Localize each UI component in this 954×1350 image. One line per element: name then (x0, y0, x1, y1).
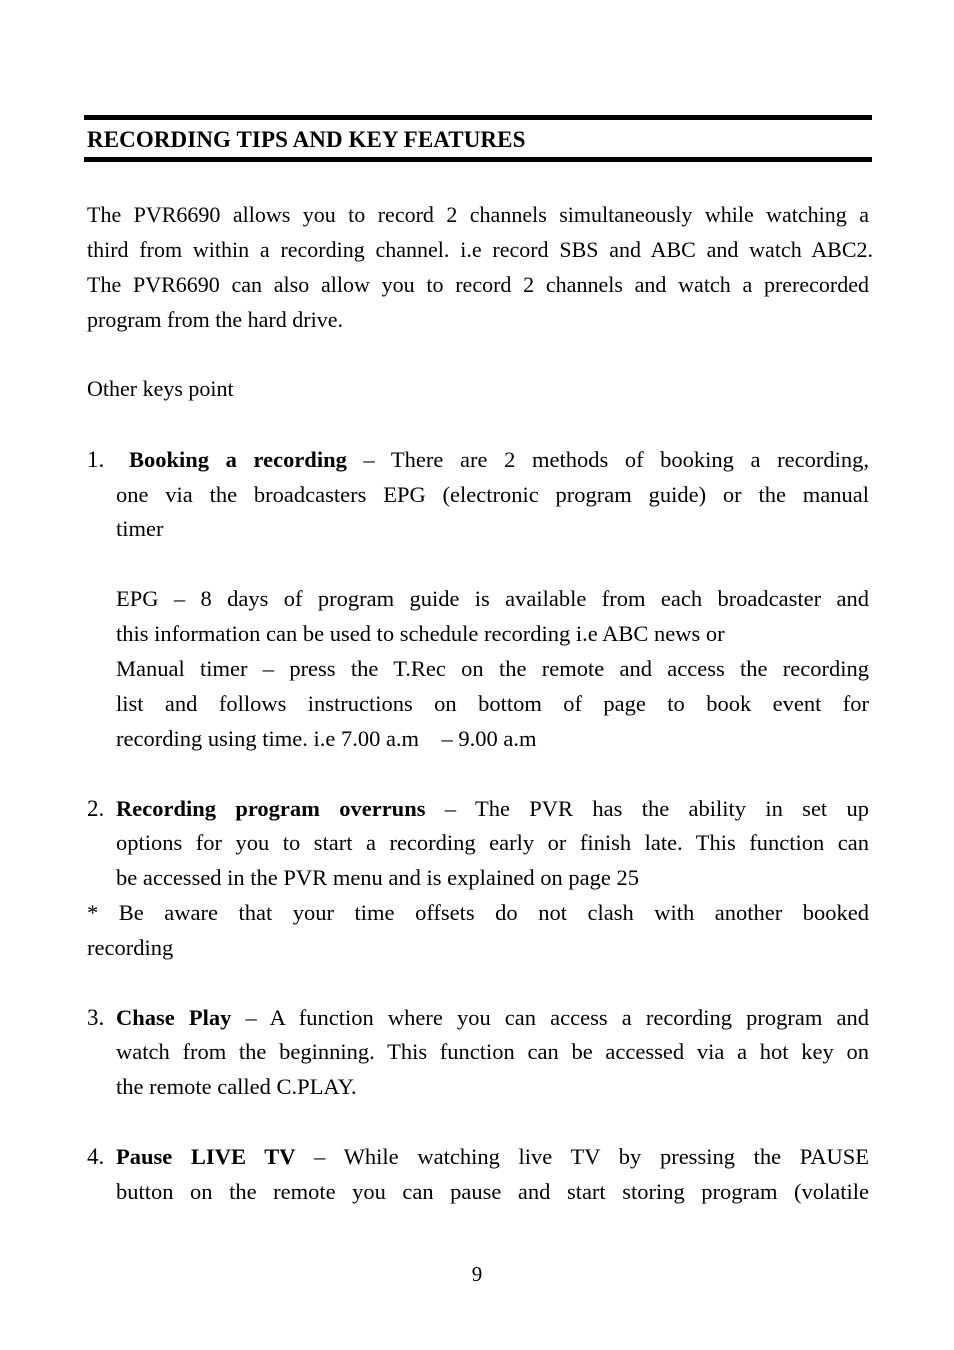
item-1-sub-line-4: list and follows instructions on bottom of page to book event for (116, 691, 869, 716)
item-1-line-1: – There are 2 methods of booking a recording, (363, 447, 869, 472)
item-1-title: Booking a recording (129, 447, 347, 472)
item-3-number: 3. (87, 1005, 105, 1030)
item-2-note-line-2: recording (87, 935, 174, 960)
item-1-sub-line-5: recording using time. i.e 7.00 a.m – 9.00 a.m (116, 726, 537, 751)
item-4-number: 4. (87, 1144, 105, 1169)
item-3-title: Chase Play (116, 1005, 232, 1030)
item-1-line-2: one via the broadcasters EPG (electronic program guide) or the manual (116, 482, 869, 507)
item-2-first-line (116, 794, 869, 824)
intro-line-2: third from within a recording channel. i.e record SBS and ABC and watch ABC2. (87, 237, 873, 262)
item-2-line-2: options for you to start a recording early or finish late. This function can (116, 830, 869, 855)
item-4-line-1: – While watching live TV by pressing the PAUSE (314, 1144, 869, 1169)
item-2-title: Recording program overruns (116, 796, 426, 821)
item-2-number: 2. (87, 796, 105, 821)
page-number: 9 (471, 1262, 483, 1286)
item-4-first-line (116, 1142, 869, 1172)
intro-line-3: The PVR6690 can also allow you to record 2 channels and watch a prerecorded (87, 272, 869, 297)
item-3-line-3: the remote called C.PLAY. (116, 1074, 357, 1099)
other-keys-label: Other keys point (87, 376, 234, 401)
intro-line-1: The PVR6690 allows you to record 2 channels simultaneously while watching a (87, 202, 869, 227)
item-4-line-2: button on the remote you can pause and start storing program (volatile (116, 1179, 869, 1204)
item-4-title: Pause LIVE TV (116, 1144, 296, 1169)
item-3-first-line (116, 1003, 869, 1033)
item-1-line-3: timer (116, 516, 164, 541)
item-3-line-1: – A function where you can access a recording program and (245, 1005, 869, 1030)
item-2-line-1: – The PVR has the ability in set up (444, 796, 870, 821)
heading-bottom-rule (84, 157, 872, 162)
item-2-note-line-1: * Be aware that your time offsets do not clash with another booked (87, 900, 869, 925)
page-title: RECORDING TIPS AND KEY FEATURES (87, 127, 526, 152)
item-1-sub-line-2: this information can be used to schedule recording i.e ABC news or (116, 621, 725, 646)
intro-line-4: program from the hard drive. (87, 307, 343, 332)
item-1-first-line (129, 445, 869, 475)
heading-top-rule (84, 115, 872, 120)
item-1-sub-line-1: EPG – 8 days of program guide is available from each broadcaster and (116, 586, 869, 611)
item-1-number: 1. (87, 447, 105, 472)
item-1-sub-line-3: Manual timer – press the T.Rec on the remote and access the recording (116, 656, 869, 681)
item-3-line-2: watch from the beginning. This function can be accessed via a hot key on (116, 1039, 869, 1064)
item-2-line-3: be accessed in the PVR menu and is explained on page 25 (116, 865, 639, 890)
